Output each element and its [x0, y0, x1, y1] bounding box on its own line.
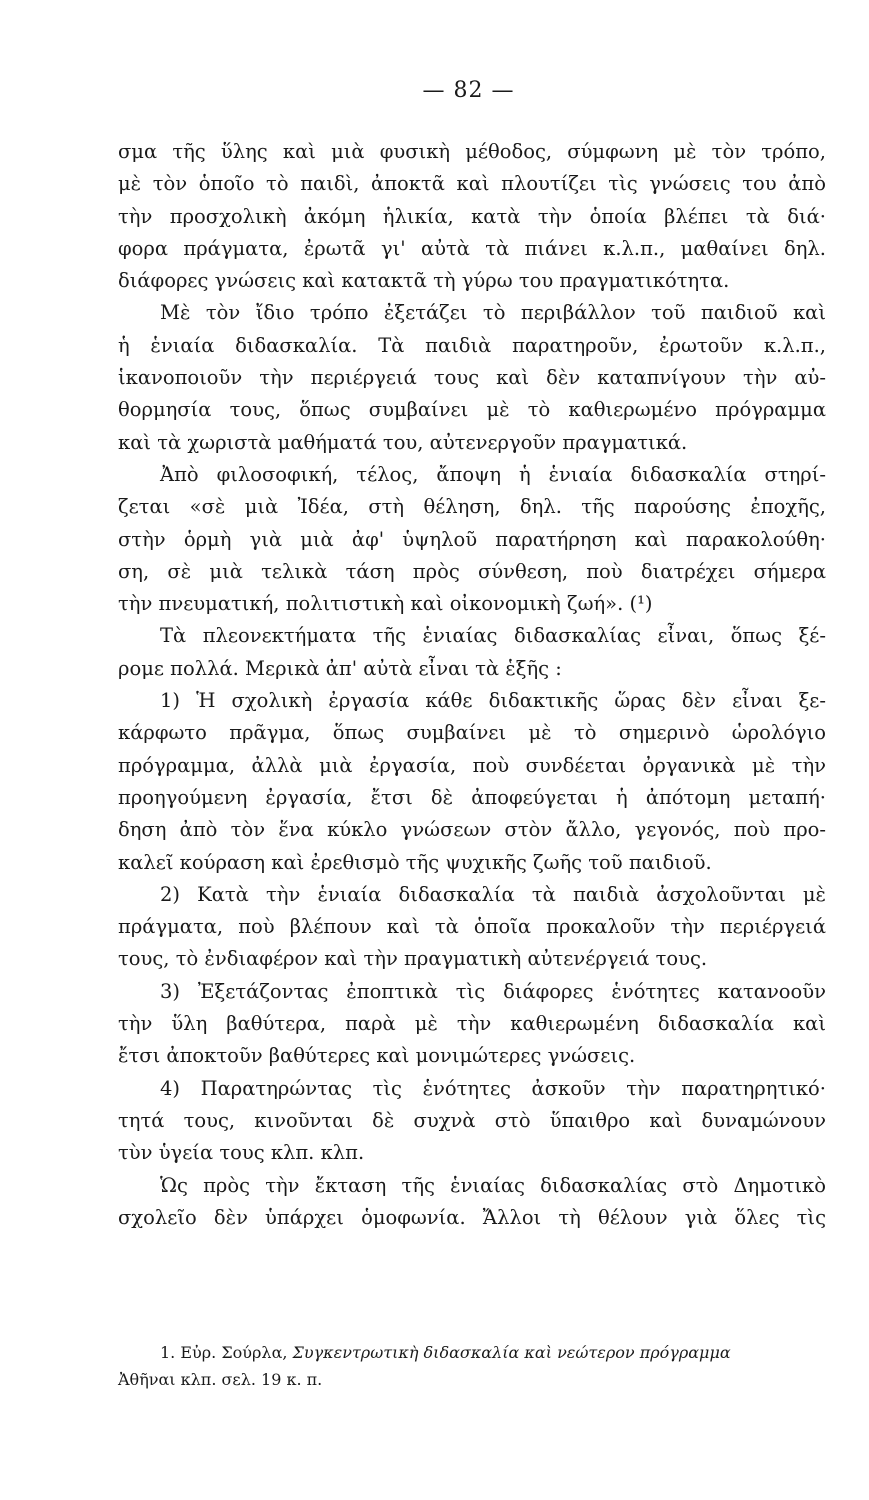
text-line: Ὡς πρὸς τὴν ἔκταση τῆς ἑνιαίας διδασκαλίας στὸ Δημοτικὸ: [160, 1173, 826, 1197]
text-line: σμα τῆς ὕλης καὶ μιὰ φυσικὴ μέθοδος, σύμφωνη μὲ τὸν τρόπο,: [118, 140, 826, 163]
footnote-author: Εὐρ. Σούρλα,: [180, 1343, 288, 1362]
text-line: τὴν ὕλη βαθύτερα, παρὰ μὲ τὴν καθιερωμένη διδασκαλία καὶ: [118, 1012, 826, 1036]
text-line: ση, σὲ μιὰ τελικὰ τάση πρὸς σύνθεση, ποὺ διατρέχει σήμερα: [118, 559, 826, 583]
text-line: Τὰ πλεονεκτήματα τῆς ἑνιαίας διδασκαλίας εἶναι, ὅπως ξέ-: [160, 624, 826, 648]
text-line: 4) Παρατηρώντας τὶς ἑνότητες ἀσκοῦν τὴν παρατηρητικό·: [160, 1076, 826, 1100]
text-line: Ἀπὸ φιλοσοφική, τέλος, ἄποψη ἡ ἑνιαία διδασκαλία στηρί-: [160, 462, 826, 486]
text-line: 3) Ἐξετάζοντας ἐποπτικὰ τὶς διάφορες ἑνότητες κατανοοῦν: [160, 979, 826, 1003]
page-number: — 82 —: [422, 78, 515, 103]
footnote-line: Ἀθῆναι κλπ. σελ. 19 κ. π.: [118, 1370, 323, 1389]
text-line: δηση ἀπὸ τὸν ἕνα κύκλο γνώσεων στὸν ἄλλο, γεγονός, ποὺ προ-: [118, 818, 826, 842]
text-line: προηγούμενη ἐργασία, ἔτσι δὲ ἀποφεύγεται ἡ ἀπότομη μεταπή·: [118, 785, 826, 809]
text-line: ζεται «σὲ μιὰ Ἰδέα, στὴ θέληση, δηλ. τῆς παρούσης ἐποχῆς,: [118, 495, 826, 519]
text-line: σχολεῖο δὲν ὑπάρχει ὁμοφωνία. Ἄλλοι τὴ θέλουν γιὰ ὅλες τὶς: [118, 1205, 826, 1229]
text-line: ἔτσι ἀποκτοῦν βαθύτερες καὶ μονιμώτερες γνώσεις.: [118, 1044, 636, 1068]
text-line: πράγματα, ποὺ βλέπουν καὶ τὰ ὁποῖα προκαλοῦν τὴν περιέργειά: [118, 915, 826, 939]
footnote-number: 1.: [160, 1343, 176, 1362]
text-line: τους, τὸ ἐνδιαφέρον καὶ τὴν πραγματικὴ αὐτενέργειά τους.: [118, 947, 708, 971]
footnote-title: Συγκεντρωτικὴ διδασκαλία καὶ νεώτερον πρόγραμμα: [292, 1343, 731, 1362]
text-line: κάρφωτο πρᾶγμα, ὅπως συμβαίνει μὲ τὸ σημερινὸ ὡρολόγιο: [118, 721, 826, 745]
text-line: ἱκανοποιοῦν τὴν περιέργειά τους καὶ δὲν καταπνίγουν τὴν αὐ-: [118, 366, 826, 390]
text-line: καλεῖ κούραση καὶ ἐρεθισμὸ τῆς ψυχικῆς ζωῆς τοῦ παιδιοῦ.: [118, 850, 712, 874]
footnotes: [118, 1339, 826, 1393]
body-text: [118, 136, 826, 1234]
text-line: 1) Ἡ σχολικὴ ἐργασία κάθε διδακτικῆς ὥρας δὲν εἶναι ξε-: [160, 689, 826, 713]
footnote-line: [118, 1339, 826, 1366]
text-line: καὶ τὰ χωριστὰ μαθήματά του, αὐτενεργοῦν πραγματικά.: [118, 430, 688, 454]
text-line: μὲ τὸν ὁποῖο τὸ παιδὶ, ἀποκτᾶ καὶ πλουτίζει τὶς γνώσεις του ἀπὸ: [118, 172, 826, 196]
text-line: τὴν προσχολικὴ ἀκόμη ἡλικία, κατὰ τὴν ὁποία βλέπει τὰ διά·: [118, 204, 826, 228]
text-line: ἡ ἑνιαία διδασκαλία. Τὰ παιδιὰ παρατηροῦν, ἐρωτοῦν κ.λ.π.,: [118, 333, 826, 357]
text-line: θορμησία τους, ὅπως συμβαίνει μὲ τὸ καθιερωμένο πρόγραμμα: [118, 398, 826, 422]
text-line: τὴν πνευματική, πολιτιστικὴ καὶ οἰκονομικὴ ζωή». (¹): [118, 592, 653, 616]
text-line: Μὲ τὸν ἴδιο τρόπο ἐξετάζει τὸ περιβάλλον τοῦ παιδιοῦ καὶ: [160, 301, 826, 325]
text-line: φορα πράγματα, ἐρωτᾶ γι' αὐτὰ τὰ πιάνει κ.λ.π., μαθαίνει δηλ.: [118, 236, 826, 260]
text-line: στὴν ὁρμὴ γιὰ μιὰ ἀφ' ὑψηλοῦ παρατήρηση καὶ παρακολούθη·: [118, 527, 826, 551]
text-line: ρομε πολλά. Μερικὰ ἀπ' αὐτὰ εἶναι τὰ ἑξῆς :: [118, 656, 562, 680]
text-line: διάφορες γνώσεις καὶ κατακτᾶ τὴ γύρω του πραγματικότητα.: [118, 269, 730, 293]
text-line: τὺν ὑγεία τους κλπ. κλπ.: [118, 1141, 365, 1165]
text-line: τητά τους, κινοῦνται δὲ συχνὰ στὸ ὕπαιθρο καὶ δυναμώνουν: [118, 1108, 826, 1132]
text-line: 2) Κατὰ τὴν ἑνιαία διδασκαλία τὰ παιδιὰ ἀσχολοῦνται μὲ: [160, 882, 826, 906]
text-line: πρόγραμμα, ἀλλὰ μιὰ ἐργασία, ποὺ συνδέεται ὀργανικὰ μὲ τὴν: [118, 753, 826, 777]
